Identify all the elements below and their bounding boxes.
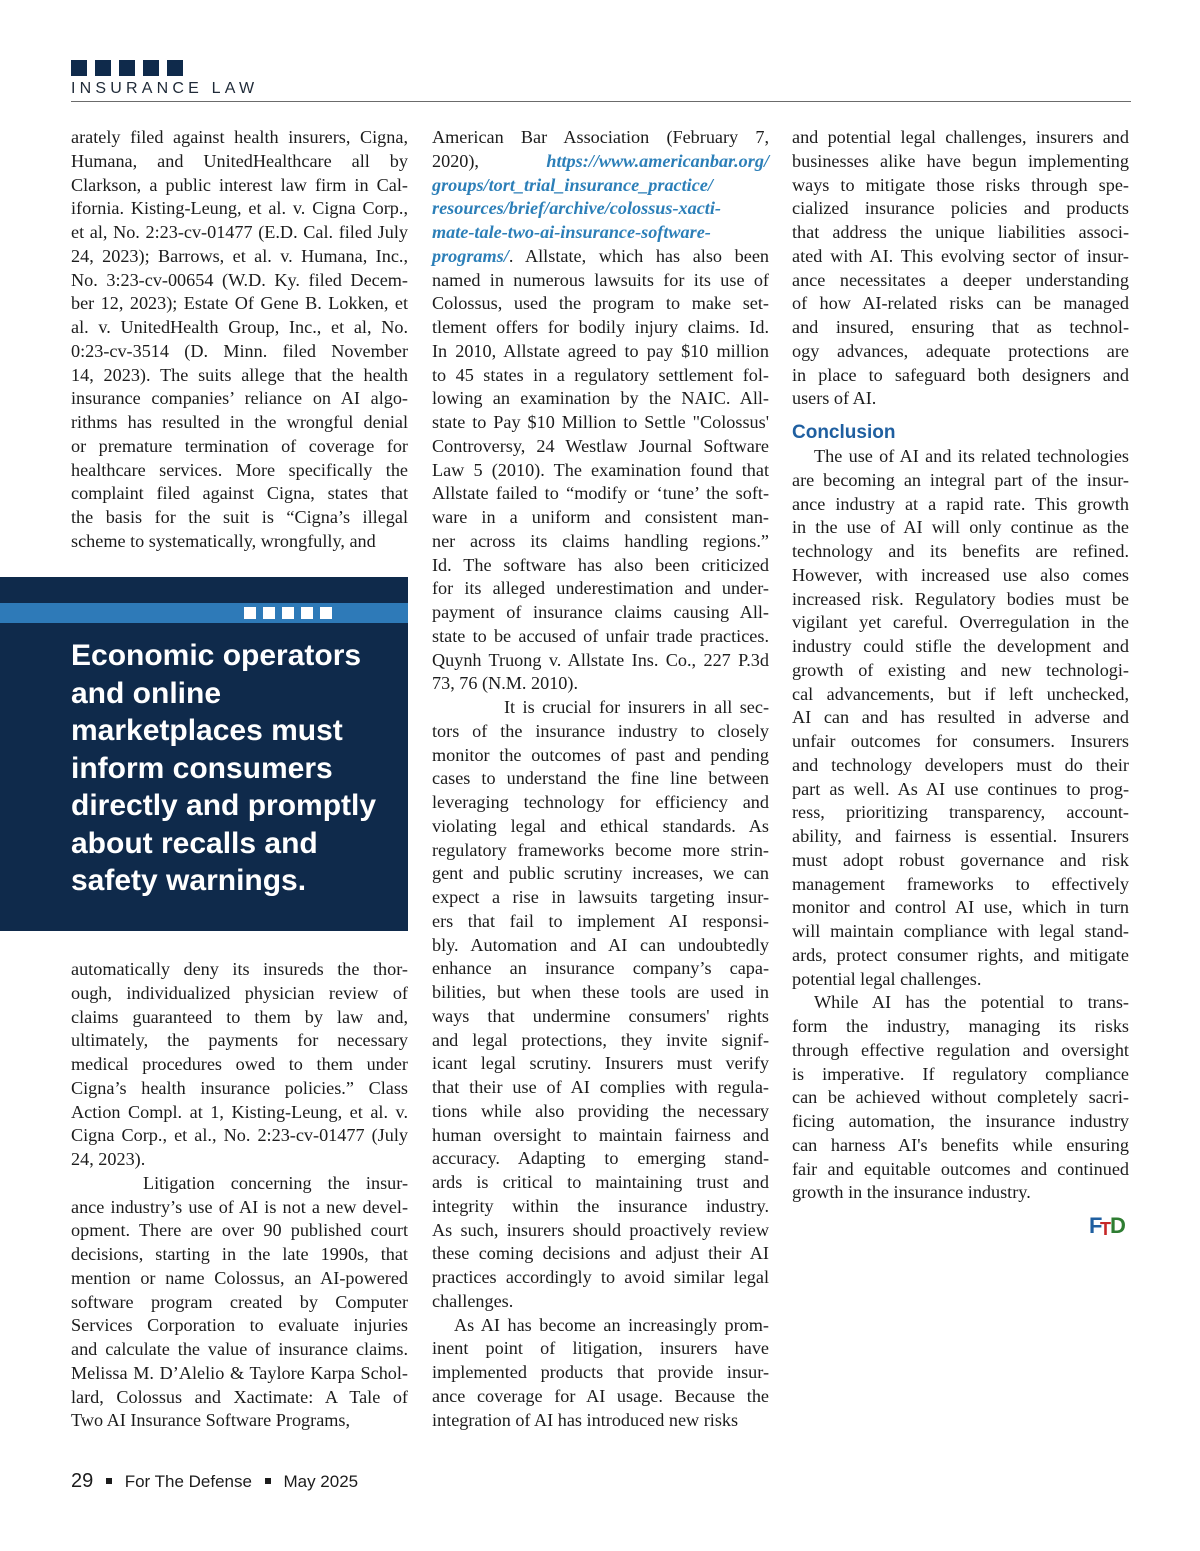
pull-quote-line: safety warnings. (71, 864, 307, 897)
text-line: businesses alike have begun implementing (792, 150, 1129, 171)
text-line: cases to understand the fine line between (432, 768, 769, 789)
text-line: ated with AI. This evolving sector of insur- (792, 245, 1129, 266)
text-line (432, 174, 769, 198)
text-line: accuracy. Adapting to emerging stand- (432, 1148, 769, 1169)
pull-quote-line: marketplaces must (71, 714, 343, 747)
text-line: cialized insurance policies and products (792, 198, 1129, 219)
text-line: the basis for the suit is “Cigna’s illegal (71, 507, 408, 527)
text-line: rithms has resulted in the wrongful denial (71, 412, 408, 432)
text-line: Controversy, 24 Westlaw Journal Software (432, 435, 769, 456)
text-line: challenges. (432, 1290, 514, 1311)
text-line: and legal protections, they invite signif- (432, 1029, 769, 1050)
text-line: American Bar Association (February 7, (432, 127, 769, 147)
pull-quote-line: directly and promptly (71, 789, 377, 822)
text-line: state to be accused of unfair trade practices. (432, 625, 769, 646)
text-line: Humana, and UnitedHealthcare all by (71, 150, 408, 171)
text-line: Litigation concerning the insur- (143, 1172, 408, 1193)
text-line: integration of AI has introduced new risks (432, 1409, 739, 1430)
text-line: bilities, but when these tools are used in (432, 982, 769, 1002)
text-line: scheme to systematically, wrongfully, and (71, 530, 376, 551)
paragraph (432, 1314, 769, 1433)
text-line: Allstate failed to “modify or ‘tune’ the soft- (432, 483, 769, 504)
text-line: violating legal and ethical standards. As (432, 815, 769, 836)
column-1-bottom (71, 958, 408, 1433)
text-fragment: . Allstate, which has also been (508, 245, 769, 266)
text-line: Id. The software has also been criticized (432, 554, 769, 575)
article-link[interactable]: resources/brief/archive/colossus-xacti- (432, 198, 721, 219)
paragraph (71, 1172, 408, 1433)
text-line: However, with increased use also comes (792, 564, 1129, 585)
text-line (432, 150, 769, 174)
issue-date: May 2025 (283, 1472, 359, 1491)
text-line: 73, 76 (N.M. 2010). (432, 673, 578, 694)
text-line: ifornia. Kisting-Leung, et al. v. Cigna Corp., (71, 198, 408, 219)
text-line: ability, and fairness is essential. Insurers (792, 826, 1129, 846)
text-line: mention or name Colossus, an AI-powered (71, 1267, 408, 1288)
text-line: It is crucial for insurers in all sec- (504, 697, 769, 717)
text-line: ultimately, the payments for necessary (71, 1030, 408, 1051)
text-line: will maintain compliance with legal stand- (792, 921, 1129, 941)
article-link[interactable]: programs/ (432, 245, 509, 266)
text-line: or premature termination of coverage for (71, 435, 408, 456)
text-line: enhance an insurance company’s capa- (432, 958, 769, 979)
paragraph (432, 696, 769, 1314)
header-rule (71, 101, 1131, 102)
article-link[interactable]: https://www.americanbar.org/ (546, 150, 769, 171)
text-line: increased risk. Regulatory bodies must be (792, 588, 1129, 609)
paragraph (792, 126, 1129, 411)
text-line: ress, prioritizing transparency, account- (792, 802, 1129, 823)
text-fragment: 2020), (432, 150, 547, 171)
text-line: Two AI Insurance Software Programs, (71, 1410, 351, 1431)
text-line: for its alleged underestimation and under- (432, 578, 769, 599)
svg-text:F: F (1089, 1213, 1103, 1238)
text-line: practices accordingly to avoid similar legal (432, 1267, 769, 1287)
text-line: opment. There are over 90 published court (71, 1220, 408, 1241)
text-line: and insured, ensuring that as technol- (792, 317, 1129, 337)
text-line: ber 12, 2023); Estate Of Gene B. Lokken, et (71, 293, 408, 314)
text-line: human oversight to maintain fairness and (432, 1124, 769, 1145)
text-line: tlement offers for bodily injury claims. Id. (432, 317, 769, 337)
text-line: must adopt robust governance and risk (792, 849, 1129, 870)
text-line: Cigna Corp., et al., No. 2:23-cv-01477 (July (71, 1125, 408, 1146)
svg-text:D: D (1110, 1213, 1126, 1238)
text-line: ards, protect consumer rights, and mitigate (792, 944, 1129, 965)
text-line: gent and public scrutiny increases, we can (432, 863, 769, 884)
text-line: these coming decisions and adjust their AI (432, 1243, 769, 1264)
text-line: lowing an examination by the NAIC. All- (432, 388, 769, 409)
text-line: ner across its claims handling regions.” (432, 530, 769, 551)
text-line: fair and equitable outcomes and continued (792, 1158, 1129, 1179)
text-line (432, 197, 769, 221)
article-link[interactable]: groups/tort_trial_insurance_practice/ (432, 174, 713, 195)
ftd-logo-icon (1089, 1211, 1129, 1239)
text-line: tors of the insurance industry to closely (432, 720, 769, 741)
text-line: ware in a uniform and consistent man- (432, 507, 769, 527)
text-line: Quynh Truong v. Allstate Ins. Co., 227 P.3d (432, 649, 769, 670)
pull-quote-line: and online (71, 676, 221, 710)
text-line: As AI has become an increasingly prom- (454, 1314, 769, 1335)
paragraph (432, 269, 769, 697)
publication-name: For The Defense (124, 1472, 252, 1491)
text-line: al. v. UnitedHealth Group, Inc., et al, No. (71, 317, 408, 337)
text-line: automatically deny its insureds the thor- (71, 959, 408, 979)
text-line: users of AI. (792, 388, 877, 409)
svg-text:T: T (1100, 1219, 1111, 1239)
text-line: management frameworks to effectively (792, 873, 1129, 894)
pull-quote-line: Economic operators (71, 639, 362, 672)
text-line: integrity within the insurance industry. (432, 1195, 769, 1216)
text-line: While AI has the potential to trans- (814, 992, 1129, 1013)
text-line: arately filed against health insurers, Cigna, (71, 127, 408, 147)
paragraph-with-link (432, 126, 769, 269)
text-line: ways to mitigate those risks through spe- (792, 174, 1129, 195)
text-line: complaint filed against Cigna, states that (71, 483, 408, 504)
text-line: to 45 states in a regulatory settlement fol- (432, 364, 769, 385)
text-line: of how AI-related risks can be managed (792, 293, 1129, 314)
pull-quote-text (71, 637, 391, 900)
text-line: Services Corporation to evaluate injuries (71, 1315, 408, 1336)
text-line: software program created by Computer (71, 1291, 408, 1312)
text-line: No. 3:23-cv-00654 (W.D. Ky. filed Decem- (71, 269, 408, 290)
pull-quote-line: inform consumers (71, 751, 333, 785)
text-line: payment of insurance claims causing All- (432, 602, 769, 622)
text-line: AI can and has resulted in adverse and (792, 707, 1129, 728)
text-line: monitor the outcomes of past and pending (432, 744, 769, 765)
text-line: claims guaranteed to them by law and, (71, 1006, 408, 1027)
text-line: ficing automation, the insurance industry (792, 1111, 1129, 1131)
pull-quote-squares-decoration (244, 607, 332, 619)
text-line: cal advancements, but if left unchecked, (792, 683, 1129, 704)
text-line: industry could stifle the development and (792, 636, 1129, 656)
text-line: icant legal scrutiny. Insurers must verify (432, 1053, 769, 1074)
text-line: can harness AI's benefits while ensuring (792, 1134, 1129, 1155)
text-line: implemented products that provide insur- (432, 1362, 769, 1382)
text-line: decisions, starting in the late 1990s, that (71, 1244, 408, 1264)
text-line: expect a rise in lawsuits targeting insur- (432, 887, 769, 907)
text-line: in the use of AI will only continue as the (792, 517, 1129, 538)
text-line: and technology developers must do their (792, 754, 1129, 775)
text-line: technology and its benefits are refined. (792, 541, 1129, 561)
text-line: ards is critical to maintaining trust and (432, 1172, 769, 1192)
article-link[interactable]: mate-tale-two-ai-insurance-software- (432, 222, 711, 242)
pull-quote-box (0, 577, 408, 931)
text-line: medical procedures owed to them under (71, 1054, 408, 1074)
paragraph (792, 445, 1129, 991)
spacer (792, 411, 1129, 421)
section-label: INSURANCE LAW (71, 80, 259, 97)
text-line: Law 5 (2010). The examination found that (432, 459, 769, 480)
text-line: ance necessitates a deeper understanding (792, 269, 1129, 290)
text-line: et al, No. 2:23-cv-01477 (E.D. Cal. filed July (71, 222, 408, 242)
text-line: inent point of litigation, insurers have (432, 1338, 769, 1359)
paragraph (71, 958, 408, 1172)
text-line: insurance companies’ reliance on AI algo- (71, 388, 408, 409)
bullet-separator (265, 1478, 271, 1484)
text-line: that address the unique liabilities associ- (792, 222, 1129, 242)
text-line: bly. Automation and AI can undoubtedly (432, 934, 769, 955)
text-line: in place to safeguard both designers and (792, 364, 1129, 385)
text-line: growth in the insurance industry. (792, 1182, 1031, 1203)
text-line: part as well. As AI use continues to prog- (792, 778, 1129, 799)
text-line: ance industry’s use of AI is not a new devel- (71, 1196, 408, 1217)
text-line: Action Compl. at 1, Kisting-Leung, et al. v. (71, 1101, 408, 1122)
text-line: healthcare services. More specifically the (71, 459, 408, 480)
text-line: vigilant yet careful. Overregulation in the (792, 612, 1129, 633)
text-line: and potential legal challenges, insurers and (792, 127, 1129, 147)
text-line: ways that undermine consumers' rights (432, 1005, 769, 1026)
text-line: The use of AI and its related technologies (814, 446, 1129, 466)
text-line: 14, 2023). The suits allege that the health (71, 364, 408, 385)
paragraph (792, 991, 1129, 1205)
text-line: through effective regulation and oversight (792, 1039, 1129, 1060)
text-line: monitor and control AI use, which in turn (792, 897, 1129, 918)
text-line (432, 245, 769, 269)
text-line: Clarkson, a public interest law firm in Cal- (71, 174, 408, 195)
text-line: Cigna’s health insurance policies.” Class (71, 1077, 408, 1098)
text-line: ance coverage for AI usage. Because the (432, 1385, 769, 1406)
pull-quote-line: about recalls and (71, 826, 318, 860)
text-line: Melissa M. D’Alelio & Taylore Karpa Schol- (71, 1362, 408, 1383)
page-footer (71, 1470, 358, 1493)
text-line: that their use of AI complies with regula- (432, 1077, 769, 1097)
column-3 (792, 126, 1129, 1205)
text-line: 24, 2023). (71, 1149, 146, 1169)
text-line: potential legal challenges. (792, 968, 982, 989)
page-number: 29 (71, 1470, 94, 1492)
bullet-separator (106, 1478, 112, 1484)
text-line: are becoming an integral part of the insur- (792, 469, 1129, 490)
text-line: regulatory frameworks become more strin- (432, 839, 769, 860)
text-line: named in numerous lawsuits for its use of (432, 269, 769, 290)
paragraph (71, 126, 408, 554)
text-line: form the industry, managing its risks (792, 1016, 1129, 1036)
text-line: As such, insurers should proactively review (432, 1219, 769, 1240)
text-line: is imperative. If regulatory compliance (792, 1063, 1129, 1084)
text-line: state to Pay $10 Million to Settle "Colossus' (432, 412, 769, 432)
column-1-top (71, 126, 408, 554)
text-line: 24, 2023); Barrows, et al. v. Humana, Inc., (71, 245, 408, 266)
text-line: ogy advances, adequate protections are (792, 340, 1129, 361)
text-line: unfair outcomes for consumers. Insurers (792, 731, 1129, 751)
text-line: Colossus, used the program to make set- (432, 293, 769, 314)
pull-quote-stripe (0, 603, 408, 623)
column-2 (432, 126, 769, 1432)
text-line: ough, individualized physician review of (71, 982, 408, 1003)
text-line: ers that fail to implement AI responsi- (432, 910, 769, 931)
text-line: can be achieved without completely sacri- (792, 1087, 1129, 1108)
text-line: leveraging technology for efficiency and (432, 792, 769, 812)
text-line: 0:23-cv-3514 (D. Minn. filed November (71, 340, 408, 361)
text-line: ance industry at a rapid rate. This growth (792, 493, 1129, 514)
text-line (432, 221, 769, 245)
header-squares-decoration (71, 60, 183, 76)
text-line: In 2010, Allstate agreed to pay $10 million (432, 340, 769, 361)
section-heading: Conclusion (792, 422, 896, 443)
text-line: tions while also providing the necessary (432, 1100, 769, 1121)
text-line: and calculate the value of insurance claims. (71, 1339, 408, 1359)
text-line: growth of existing and new technologi- (792, 659, 1129, 680)
text-line: lard, Colossus and Xactimate: A Tale of (71, 1386, 408, 1407)
